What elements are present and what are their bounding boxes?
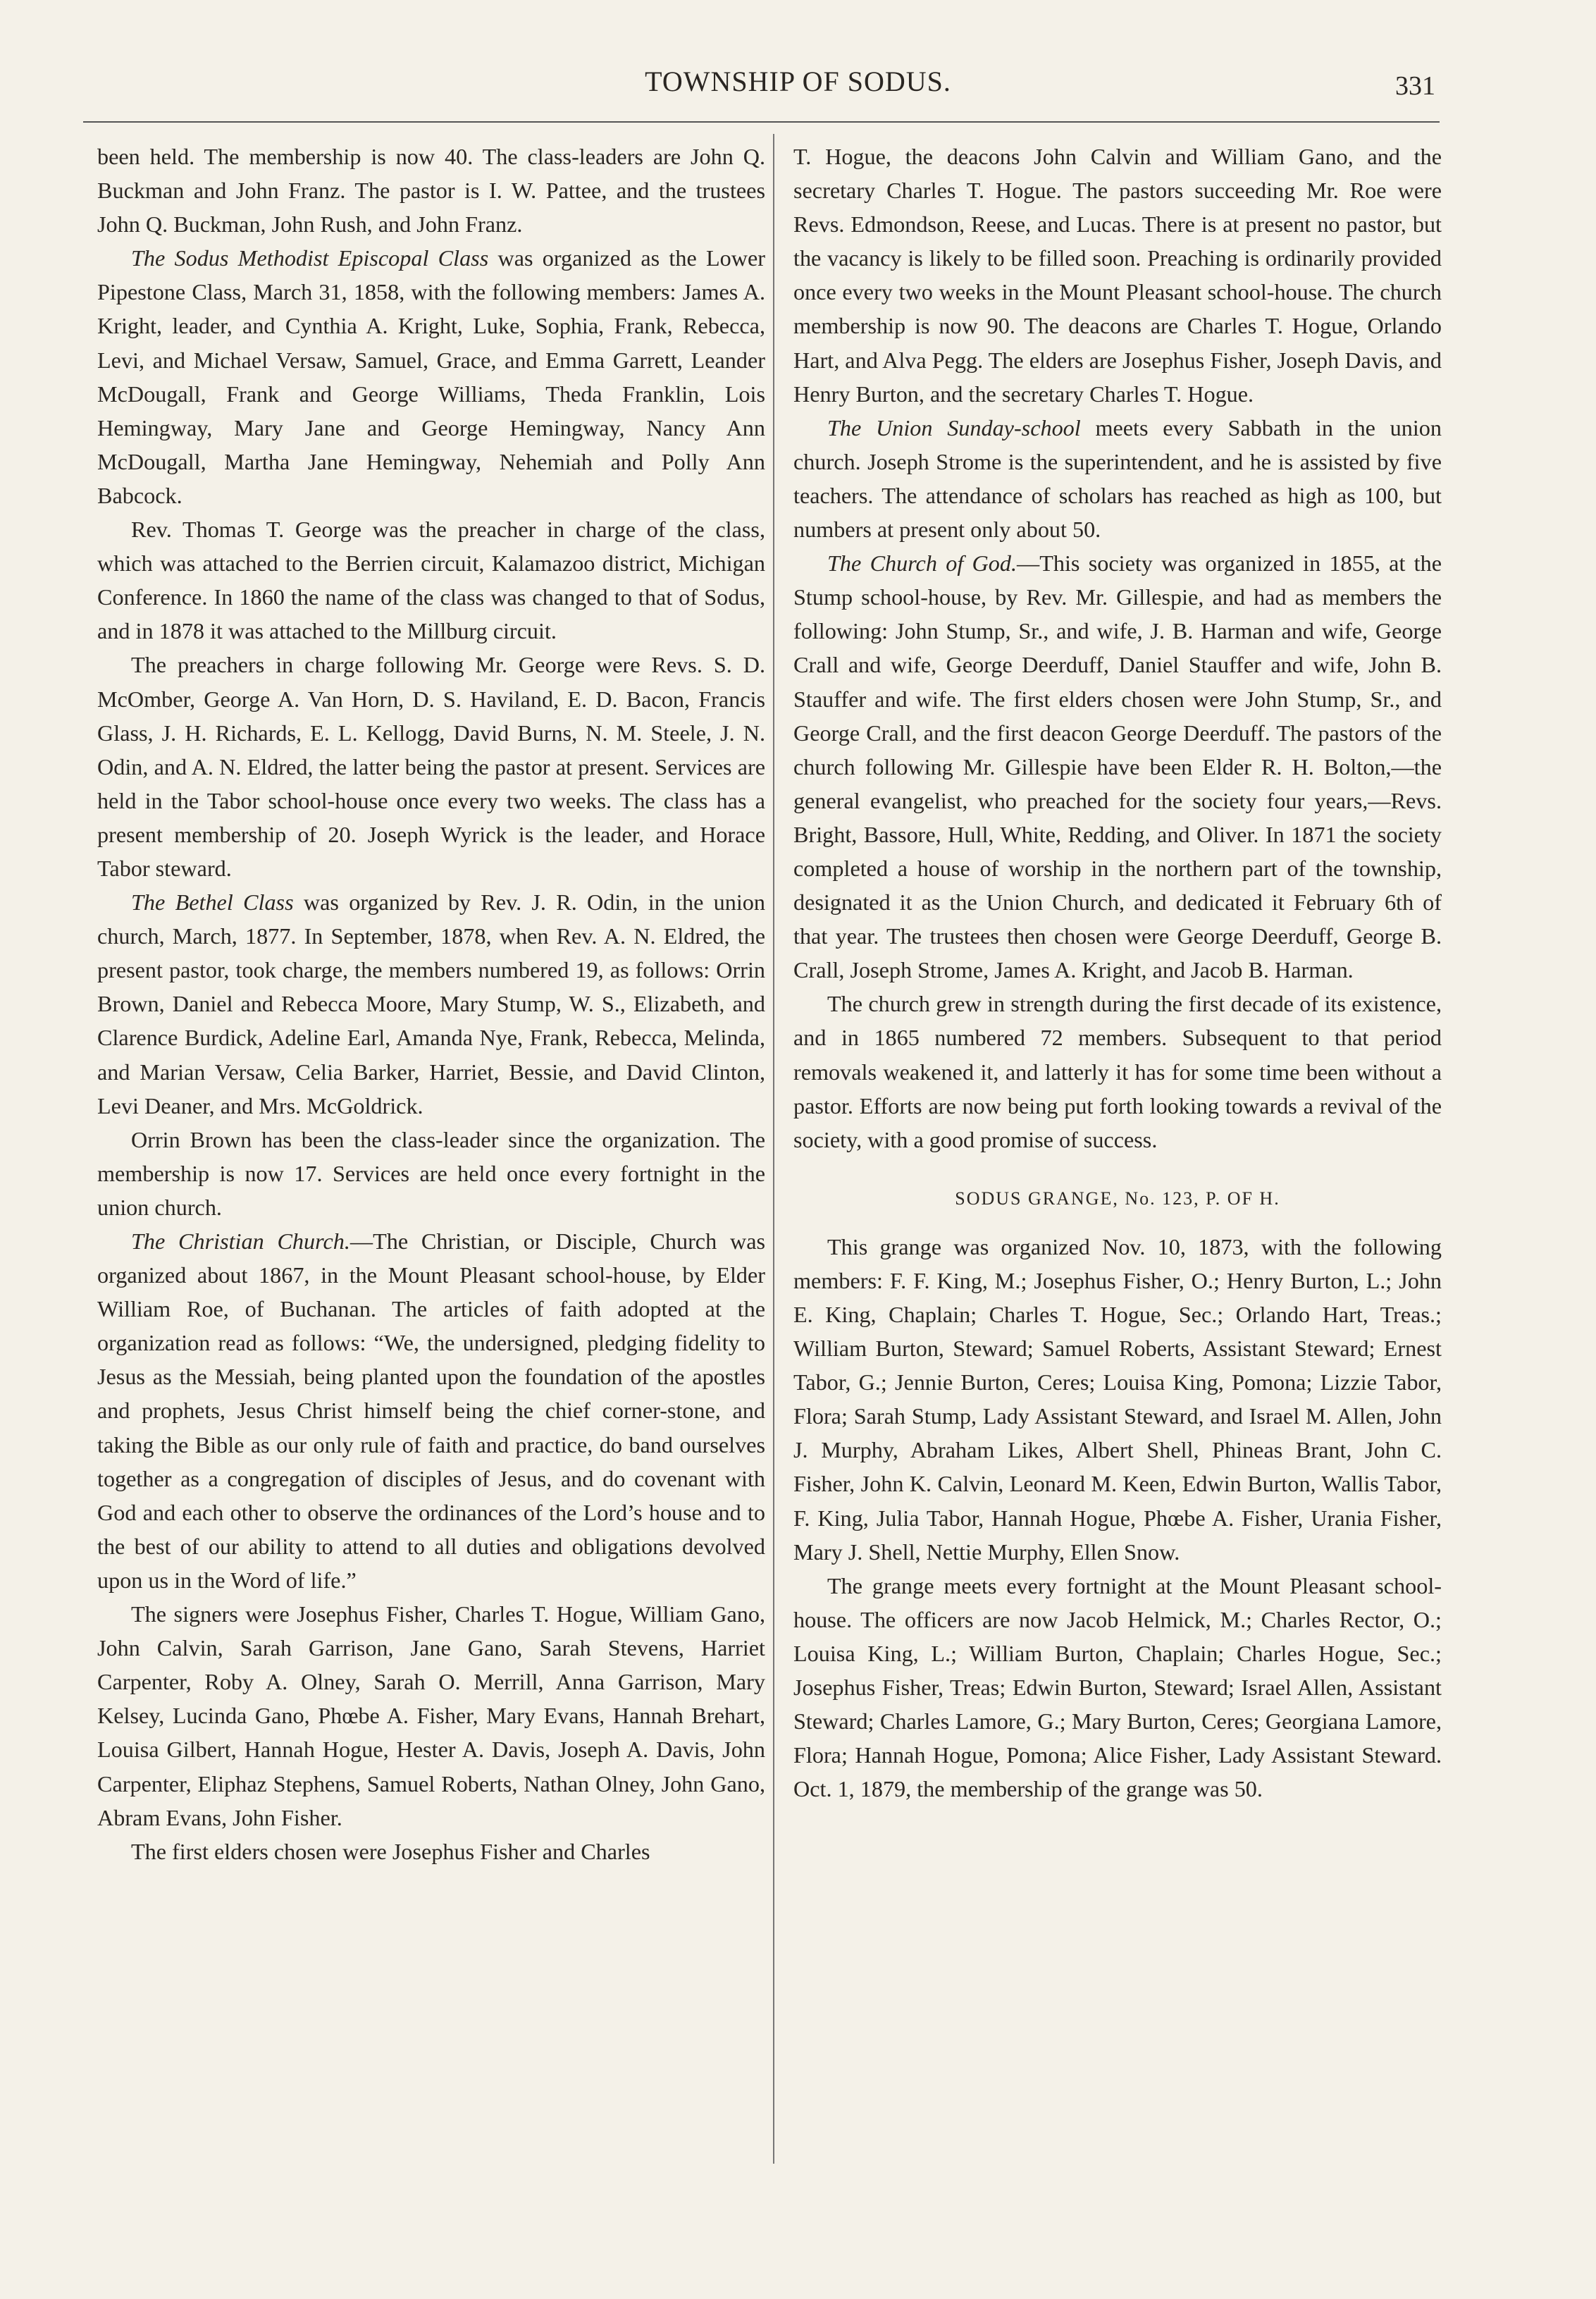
paragraph bbox=[97, 241, 765, 512]
paragraph-title: The Sodus Methodist Episcopal Class bbox=[131, 245, 489, 271]
paragraph: The first elders chosen were Josephus Fisher and Charles bbox=[131, 1838, 650, 1864]
paragraph-text: —The Christian, or Disciple, Church was organized about 1867, in the Mount Pleasant school-house, by Elder William Roe, of Buchanan. The articles of faith adopted at the organization read as follows: “We, the undersigned, pledging fidelity to Jesus as the Messiah, being planted upon the foundation of the apostles and prophets, Jesus Christ himself being the chief corner-stone, and taking the Bible as our only rule of faith and practice, do band ourselves together as a congregation of disciples of Jesus, and do covenant with God and each other to observe the ordinances of the Lord’s house and to the best of our ability to attend to all duties and obligations devolved upon us in the Word of life.” bbox=[97, 1228, 766, 1593]
paragraph bbox=[97, 885, 765, 1123]
paragraph-text: was organized by Rev. J. R. Odin, in the union church, March, 1877. In September, 1878, when Rev. A. N. Eldred, the present pastor, took charge, the members numbered 19, as follows: Orrin Brown, Daniel and Rebecca Moore, Mary Stump, W. S., Elizabeth, and Clarence Burdick, Adeline Earl, Amanda Nye, Frank, Rebecca, Melinda, and Marian Versaw, Celia Barker, Harriet, Bessie, and David Clinton, Levi Deaner, and Mrs. McGoldrick. bbox=[97, 889, 765, 1118]
paragraph-title: The Church of God. bbox=[827, 550, 1017, 577]
paragraph-text: was organized as the Lower Pipestone Class, March 31, 1858, with the following members: James A. Kright, leader, and Cynthia A. Kright, Luke, Sophia, Frank, Rebecca, Levi, and Michael Versaw, Samuel, Grace, and Emma Garrett, Leander McDougall, Frank and George Williams, Theda Franklin, Lois Hemingway, Mary Jane and George Hemingway, Nancy Ann McDougall, Martha Jane Hemingway, Nehemiah and Polly Ann Babcock. bbox=[97, 245, 765, 508]
page-number: 331 bbox=[1395, 71, 1435, 101]
paragraph-text: meets every Sabbath in the union church. Joseph Strome is the superintendent, and he is assisted by five teachers. The attendance of scholars has reached as high as 100, but numbers at present only about 50. bbox=[793, 414, 1442, 543]
paragraph-title: The Bethel Class bbox=[131, 889, 294, 916]
page-title: TOWNSHIP OF SODUS. bbox=[645, 66, 951, 97]
paragraph: been held. The membership is now 40. The class-leaders are John Q. Buckman and John Franz. The pastor is I. W. Pattee, and the trustees John Q. Buckman, John Rush, and John Franz. bbox=[97, 144, 765, 238]
paragraph bbox=[97, 1224, 765, 1597]
paragraph: T. Hogue, the deacons John Calvin and William Gano, and the secretary Charles T. Hogue. The pastors succeeding Mr. Roe were Revs. Edmondson, Reese, and Lucas. There is at present no pastor, but the vacancy is likely to be filled soon. Preaching is ordinarily provided once every two weeks in the Mount Pleasant school-house. The church membership is now 90. The deacons are Charles T. Hogue, Orlando Hart, and Alva Pegg. The elders are Josephus Fisher, Joseph Davis, and Henry Burton, and the secretary Charles T. Hogue. bbox=[793, 144, 1442, 407]
paragraph-title: The Christian Church. bbox=[131, 1228, 350, 1254]
paragraph bbox=[793, 546, 1442, 987]
paragraph: This grange was organized Nov. 10, 1873, with the following members: F. F. King, M.; Josephus Fisher, O.; Henry Burton, L.; John E. King, Chaplain; Charles T. Hogue, Sec.; Orlando Hart, Treas.; William Burton, Steward; Samuel Roberts, Assistant Steward; Ernest Tabor, G.; Jennie Burton, Ceres; Louisa King, Pomona; Lizzie Tabor, Flora; Sarah Stump, Lady Assistant Steward, and Israel M. Allen, John J. Murphy, Abraham Likes, Albert Shell, Phineas Brant, John C. Fisher, John K. Calvin, Leonard M. Keen, Edwin Burton, Wallis Tabor, F. King, Julia Tabor, Hannah Hogue, Phœbe A. Fisher, Urania Fisher, Mary J. Shell, Nettie Murphy, Ellen Snow. bbox=[793, 1233, 1442, 1565]
paragraph-title: The Union Sunday-school bbox=[827, 414, 1081, 440]
paragraph: The signers were Josephus Fisher, Charles T. Hogue, William Gano, John Calvin, Sarah Garrison, Jane Gano, Sarah Stevens, Harriet Carpenter, Roby A. Olney, Sarah O. Merrill, Anna Garrison, Mary Kelsey, Lucinda Gano, Phœbe A. Fisher, Mary Evans, Hannah Brehart, Louisa Gilbert, Hannah Hogue, Hester A. Davis, Joseph A. Davis, John Carpenter, Eliphaz Stephens, Samuel Roberts, Nathan Olney, John Gano, Abram Evans, John Fisher. bbox=[97, 1601, 765, 1830]
header-rule bbox=[83, 121, 1440, 123]
column-divider bbox=[773, 134, 774, 2164]
paragraph bbox=[793, 411, 1442, 546]
paragraph-text: —This society was organized in 1855, at the Stump school-house, by Rev. Mr. Gillespie, and had as members the following: John Stump, Sr., and wife, J. B. Harman and wife, George Crall and wife, George Deerduff, Daniel Stauffer and wife, John B. Stauffer and wife. The first elders chosen were John Stump, Sr., and George Crall, and the first deacon George Deerduff. The pastors of the church following Mr. Gillespie have been Elder R. H. Bolton,—the general evangelist, who preached for the society four years,—Revs. Bright, Bassore, Hull, White, Redding, and Oliver. In 1871 the society completed a house of worship in the northern part of the township, designated it as the Union Church, and dedicated it February 6th of that year. The trustees then chosen were George Deerduff, George B. Crall, Joseph Strome, James A. Kright, and Jacob B. Harman. bbox=[793, 550, 1442, 983]
left-column bbox=[97, 140, 765, 1868]
paragraph: The grange meets every fortnight at the Mount Pleasant school-house. The officers are now Jacob Helmick, M.; Charles Rector, O.; Louisa King, L.; William Burton, Chaplain; Charles Hogue, Sec.; Josephus Fisher, Treas; Edwin Burton, Steward; Israel Allen, Assistant Steward; Charles Lamore, G.; Mary Burton, Ceres; Georgiana Lamore, Flora; Hannah Hogue, Pomona; Alice Fisher, Lady Assistant Steward. Oct. 1, 1879, the membership of the grange was 50. bbox=[793, 1572, 1442, 1802]
paragraph: The church grew in strength during the first decade of its existence, and in 1865 numbered 72 members. Subsequent to that period removals weakened it, and latterly it has for some time been without a pastor. Efforts are now being put forth looking towards a revival of the society, with a good promise of success. bbox=[793, 991, 1442, 1152]
paragraph: Rev. Thomas T. George was the preacher in charge of the class, which was attached to the Berrien circuit, Kalamazoo district, Michigan Conference. In 1860 the name of the class was changed to that of Sodus, and in 1878 it was attached to the Millburg circuit. bbox=[97, 517, 765, 644]
section-heading: SODUS GRANGE, No. 123, P. OF H. bbox=[955, 1188, 1280, 1209]
paragraph: The preachers in charge following Mr. George were Revs. S. D. McOmber, George A. Van Horn, D. S. Haviland, E. D. Bacon, Francis Glass, J. H. Richards, E. L. Kellogg, David Burns, N. M. Steele, J. N. Odin, and A. N. Eldred, the latter being the pastor at present. Services are held in the Tabor school-house once every two weeks. The class has a present membership of 20. Joseph Wyrick is the leader, and Horace Tabor steward. bbox=[97, 652, 765, 881]
right-column bbox=[793, 140, 1442, 1806]
paragraph: Orrin Brown has been the class-leader since the organization. The membership is now 17. Services are held once every fortnight in the union church. bbox=[97, 1126, 765, 1220]
